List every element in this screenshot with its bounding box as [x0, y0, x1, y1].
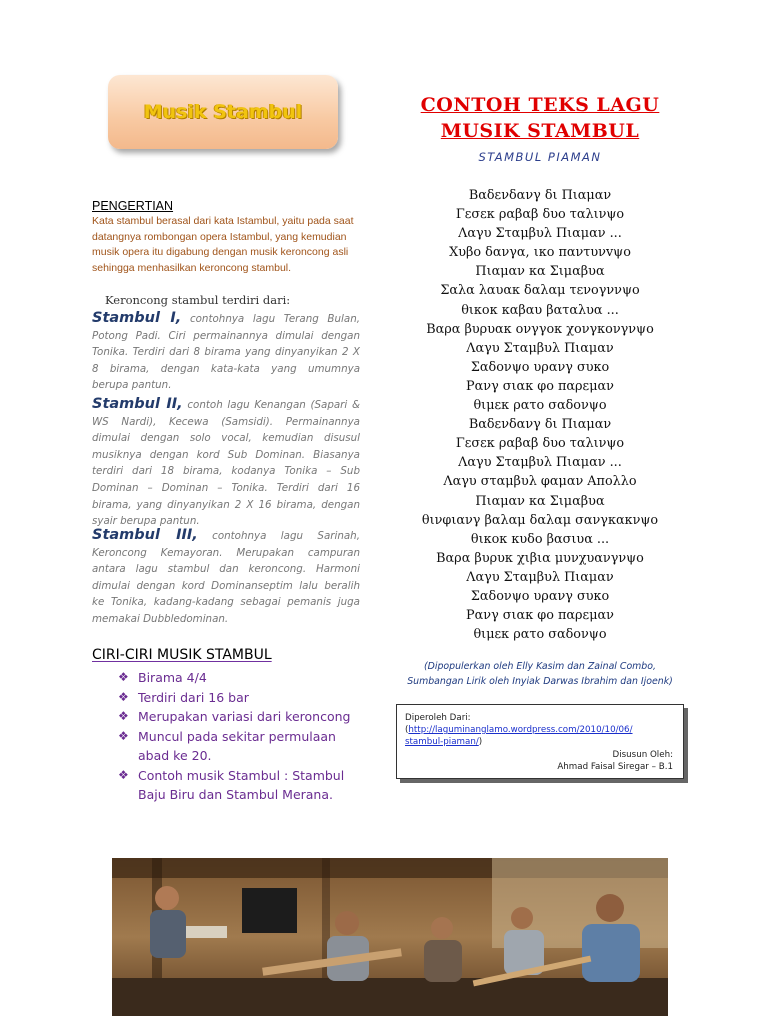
pengertian-heading: PENGERTIAN [92, 199, 174, 213]
lyric-line: Λαγυ Σταμβυλ Πιαμαν [466, 569, 614, 585]
source-box [396, 704, 684, 779]
lyric-line: Λαγυ Σταμβυλ Πιαμαν ... [458, 226, 622, 242]
diamond-bullet-icon: ❖ [118, 709, 129, 723]
lyric-line: Βαρα βυρυκ χιβια μυνχυανγνψο [436, 550, 644, 566]
band-photo-illustration [112, 858, 668, 1016]
lyric-line: θιμεκ ρατο σαδονψο [473, 627, 607, 643]
stambul-2-line: dimulai dengan solo vocal, kemudian disusul [92, 432, 360, 445]
ciri-list [113, 668, 373, 805]
stambul-1-block [92, 310, 360, 394]
lyric-line: θιμεκ ρατο σαδονψο [473, 398, 607, 414]
stambul-2-line: contoh lagu Kenangan (Sapari & [182, 399, 360, 411]
stambul-2-line: birama, yang dinyanyikan 2 X 16 birama, dengan [92, 498, 360, 511]
stambul-3-line: dimulai dengan kord Dominanseptim lalu beralih [92, 579, 360, 592]
lyric-line: Βαδενδανγ δι Πιαμαν [468, 417, 612, 433]
lyrics-block [400, 186, 680, 644]
pengertian-text [92, 214, 367, 276]
stambul-2-name: Stambul II, [92, 396, 183, 412]
song-title-line1: CONTOH TEKS LAGU [420, 94, 660, 116]
stambul-3-line: contohnya lagu Sarinah, [197, 530, 360, 542]
stambul-2-line: terdiri dari 18 birama, kodanya Tonika – Sub [92, 465, 360, 478]
diamond-bullet-icon: ❖ [118, 689, 129, 704]
source-link-line1: (http://laguminanglamo.wordpress.com/2010/10/06/ [405, 725, 633, 735]
stambul-3-block [92, 527, 360, 628]
lyric-line: θικοκ κυδο βασιυα ... [470, 531, 610, 547]
compiled-label: Disusun Oleh: [612, 750, 673, 760]
lyric-line: Ρανγ σιακ φο παρεμαν [466, 378, 614, 394]
list-item: ❖ Birama 4/4 [113, 668, 373, 688]
lyric-line: Λαγυ Σταμβυλ Πιαμαν [466, 340, 614, 356]
stambul-1-line: 8 birama, dengan kata-kata yang umumnya [92, 362, 360, 375]
stambul-1-line: berupa pantun. [92, 379, 172, 392]
lyric-line: Λαγυ σταμβυλ φαμαν Απολλο [443, 474, 637, 490]
stambul-2-line: Dominan – Dominan – Tonika. Terdiri dari 16 [92, 481, 360, 494]
title-box-text: Musik Stambul [143, 101, 303, 123]
stambul-1-name: Stambul I, [92, 310, 182, 326]
credit-line: Sumbangan Lirik oleh Inyiak Darwas Ibrahim dan Ijoenk) [407, 675, 673, 687]
diamond-bullet-icon: ❖ [118, 670, 129, 684]
stambul-2-block [92, 396, 360, 530]
credit-line: (Dipopulerkan oleh Elly Kasim dan Zainal Combo, [424, 661, 656, 672]
intro-text: Keroncong stambul terdiri dari: [105, 293, 291, 307]
lyric-line: θικοκ καβαυ βαταλυα ... [461, 302, 619, 318]
band-photo [112, 858, 668, 1016]
stambul-2-line: WS Nardi), Kecewa (Samsidi). Permainannya [92, 415, 360, 428]
stambul-2-line: musiknya dengan kord Sub Dominan. Biasanya [92, 448, 360, 461]
lyric-line: Σαλα λαυακ δαλαμ τενογννψο [440, 283, 640, 299]
pengertian-line: musik opera itu digabung dengan musik keroncong asli [92, 246, 349, 258]
source-label: Diperoleh Dari: [405, 713, 471, 723]
pengertian-line: Kata stambul berasal dari kata Istambul, yaitu pada saat [92, 215, 354, 227]
lyric-line: Ρανγ σιακ φο παρεμαν [466, 608, 614, 624]
diamond-bullet-icon: ❖ [118, 728, 129, 743]
stambul-3-line: memakai Dubbledominan. [92, 612, 229, 625]
lyric-line: Βαδενδανγ δι Πιαμαν [468, 188, 612, 203]
stambul-1-line: Potong Padi. Ciri permainannya dimulai dengan [92, 329, 360, 342]
pengertian-line: sehingga menhasilkan keroncong stambul. [92, 261, 292, 274]
lyric-line: Σαδονψο υρανγ συκο [470, 359, 610, 375]
pengertian-line: datangnya rombongan opera Istambul, yang kemudian [92, 230, 347, 243]
lyric-line: Λαγυ Σταμβυλ Πιαμαν ... [458, 455, 622, 471]
lyric-line: Γεσεκ ραβαβ δυο ταλινψο [455, 207, 625, 223]
list-item: ❖ Terdiri dari 16 bar [113, 688, 373, 708]
stambul-3-line: ke Tonika, kadang-kadang sebagai pemanis juga [92, 596, 360, 609]
stambul-3-line: Keroncong Kemayoran. Merupakan campuran [92, 546, 360, 559]
lyric-line: Πιαμαν κα Σιμαβυα [475, 264, 605, 280]
list-item: ❖ Contoh musik Stambul : Stambul Baju Biru dan Stambul Merana. [118, 767, 345, 802]
stambul-3-name: Stambul III, [92, 527, 198, 543]
list-item: ❖ Merupakan variasi dari keroncong [113, 707, 373, 727]
lyric-line: Βαρα βυρυακ ονγγοκ χονγκονγνψο [426, 321, 654, 337]
stambul-3-line: antara lagu stambul dan keroncong. Harmoni [92, 563, 360, 576]
stambul-1-line: Tonika. Terdiri dari 8 birama yang dinyanyikan 2 X [92, 346, 360, 359]
lyric-line: Πιαμαν κα Σιμαβυα [475, 493, 605, 509]
source-link[interactable]: http://laguminanglamo.wordpress.com/2010/10/06/ [408, 725, 633, 735]
credit-text [395, 660, 685, 689]
lyric-line: Σαδονψο υρανγ συκο [470, 588, 610, 604]
lyric-line: θινφιανγ βαλαμ δαλαμ σανγκακνψο [421, 512, 659, 528]
author: Ahmad Faisal Siregar – B.1 [557, 762, 673, 772]
source-link-line2: stambul-piaman/) [405, 737, 483, 747]
source-link[interactable]: stambul-piaman/ [405, 737, 479, 747]
stambul-1-line: contohnya lagu Terang Bulan, [181, 313, 360, 325]
lyric-line: Χυβο δανγα, ικο παντυνvψο [449, 245, 631, 261]
ciri-heading: CIRI-CIRI MUSIK STAMBUL [92, 647, 272, 663]
list-item: ❖ Muncul pada sekitar permulaan abad ke 20. [118, 728, 336, 763]
diamond-bullet-icon: ❖ [118, 767, 129, 782]
stambul-2-line: syair berupa pantun. [92, 515, 200, 528]
song-title-line2: MUSIK STAMBUL [440, 120, 640, 142]
lyric-line: Γεσεκ ραβαβ δυο ταλινψο [455, 436, 625, 452]
song-subtitle: STAMBUL PIAMAN [478, 150, 602, 164]
